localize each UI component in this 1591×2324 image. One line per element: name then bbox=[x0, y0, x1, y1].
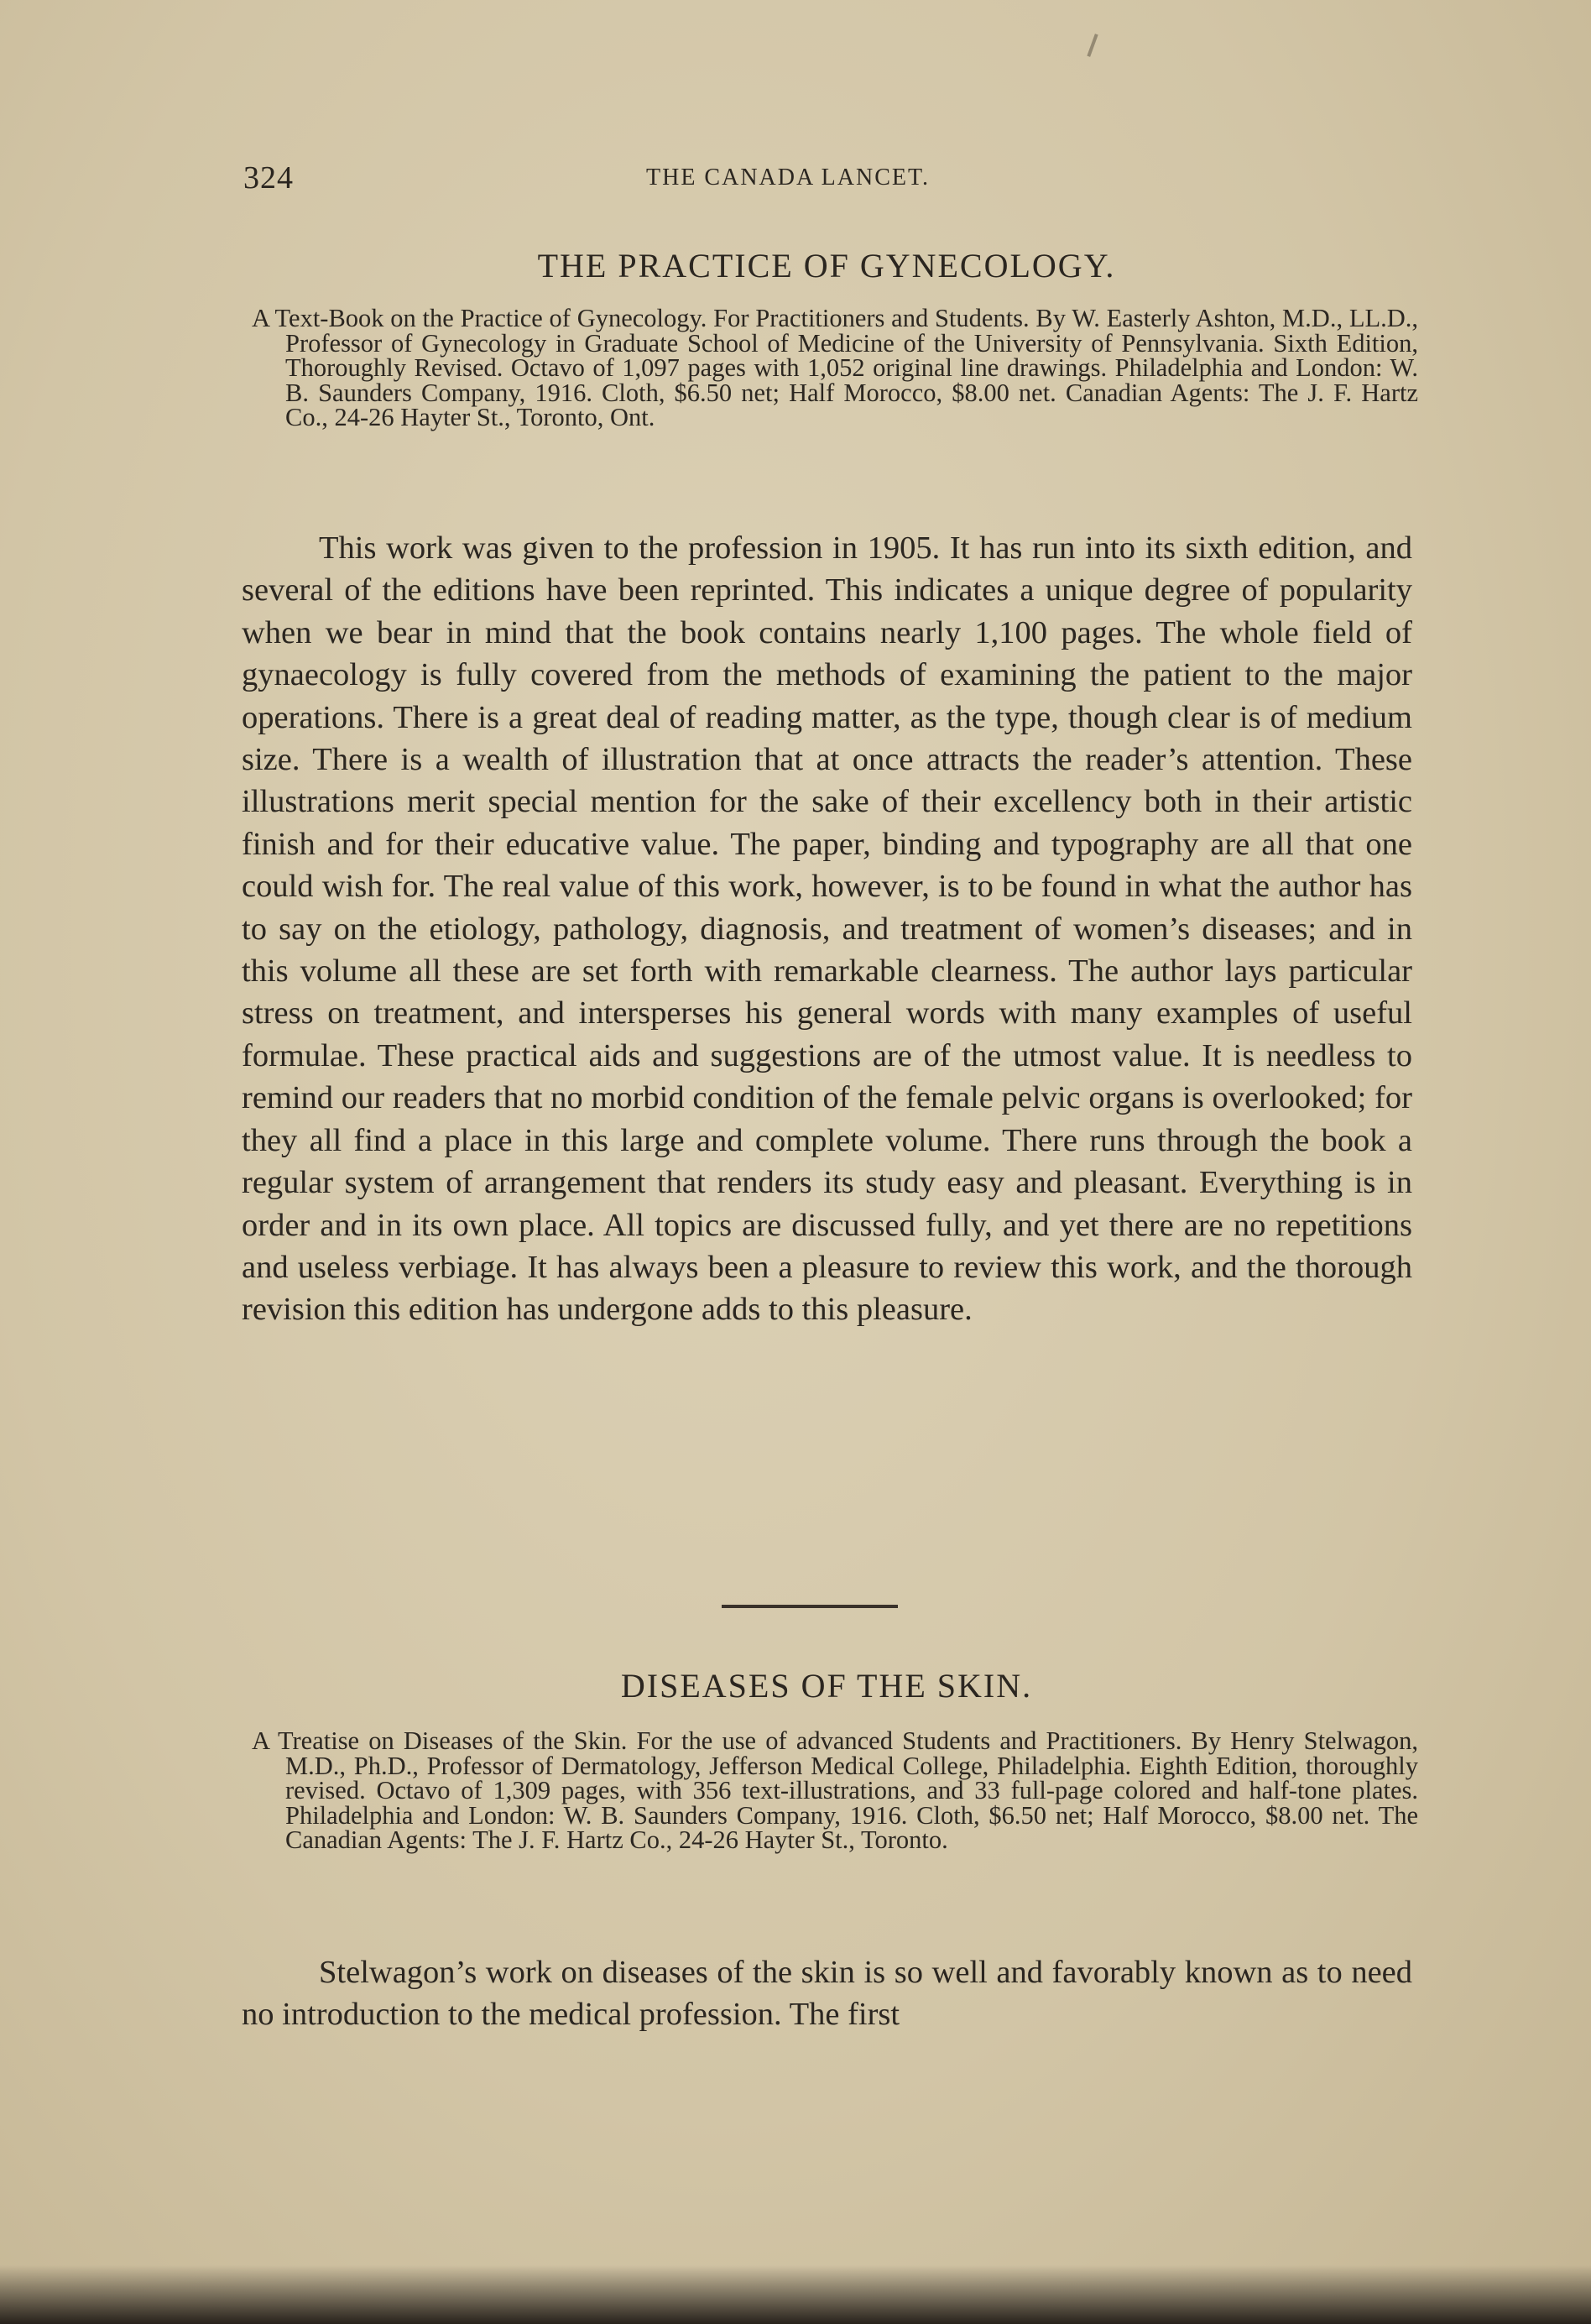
page-edge-shadow bbox=[0, 2265, 1591, 2324]
review-title-gynecology: THE PRACTICE OF GYNECOLOGY. bbox=[537, 247, 1116, 285]
running-head bbox=[243, 159, 1410, 210]
section-divider bbox=[722, 1605, 898, 1608]
citation-gynecology: A Text-Book on the Practice of Gynecology. For Practitioners and Students. By W. Easterly Ashton, M.D., LL.D., Professor of Gynecology in Graduate School of Medicine of the University of Pennsylvania. Sixth Edition, Thoroughly Revised. Octavo of 1,097 pages with 1,052 original line drawings. Philadelphia and London: W. B. Saunders Company, 1916. Cloth, $6.50 net; Half Morocco, $8.00 net. Canadian Agents: The J. F. Hartz Co., 24-26 Hayter St., Toronto, Ont. bbox=[252, 304, 1418, 431]
citation-skin: A Treatise on Diseases of the Skin. For the use of advanced Students and Practitioners. By Henry Stelwagon, M.D., Ph.D., Professor of Dermatology, Jefferson Medical College, Philadelphia. Eighth Edition, thoroughly revised. Octavo of 1,309 pages, with 356 text-illustrations, and 33 full-page colored and half-tone plates. Philadelphia and London: W. B. Saunders Company, 1916. Cloth, $6.50 net; Half Morocco, $8.00 net. The Canadian Agents: The J. F. Hartz Co., 24-26 Hayter St., Toronto. bbox=[252, 1726, 1418, 1854]
review-body-skin: Stelwagon’s work on diseases of the skin is so well and favorably known as to need no introduction to the medical profession. The first bbox=[242, 1955, 1412, 2033]
review-body-gynecology: This work was given to the profession in 1905. It has run into its sixth edition, and several of the editions have been reprinted. This indicates a unique degree of popularity when we bear in mind that the book contains nearly 1,100 pages. The whole field of gynaecology is fully covered from the methods of examining the patient to the major operations. There is a great deal of reading matter, as the type, though clear is of medium size. There is a wealth of illustration that at once attracts the reader’s attention. These illustrations merit special mention for the sake of their excellency both in their artistic finish and for their educative value. The paper, binding and typography are all that one could wish for. The real value of this work, however, is to be found in what the author has to say on the etiology, pathology, diagnosis, and treatment of women’s diseases; and in this volume all these are set forth with remarkable clearness. The author lays particular stress on treatment, and intersperses his general words with many examples of useful formulae. These practical aids and suggestions are of the utmost value. It is needless to remind our readers that no morbid condition of the female pelvic organs is overlooked; for they all find a place in this large and complete volume. There runs through the book a regular system of arrangement that renders its study easy and pleasant. Everything is in order and in its own place. All topics are discussed fully, and yet there are no repetitions and useless verbiage. It has always been a pleasure to review this work, and the thorough revision this edition has undergone adds to this pleasure. bbox=[242, 530, 1412, 1328]
page-number: 324 bbox=[243, 160, 294, 196]
journal-title: THE CANADA LANCET. bbox=[646, 165, 931, 191]
review-title-skin: DISEASES OF THE SKIN. bbox=[620, 1667, 1033, 1705]
pencil-mark bbox=[1087, 34, 1098, 57]
